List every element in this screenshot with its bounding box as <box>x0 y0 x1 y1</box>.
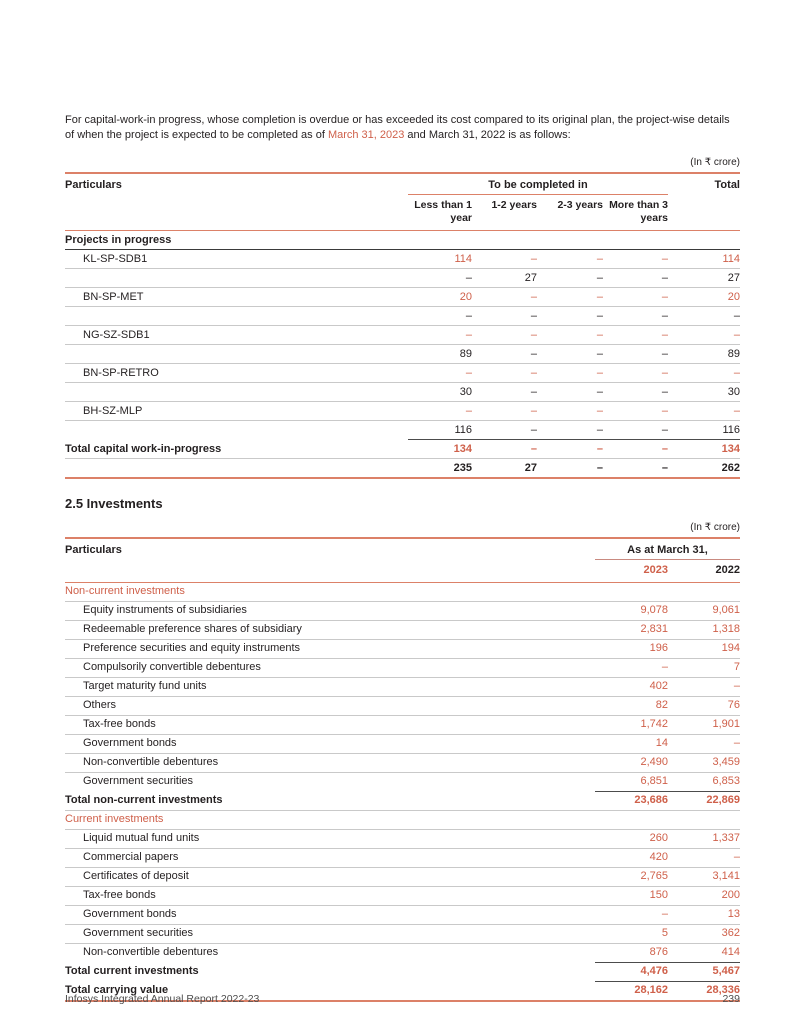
table-row: Non-convertible debentures 2,490 3,459 <box>65 754 740 773</box>
cwip-subcolumns <box>408 195 668 230</box>
inv-total-carrying-row: Total carrying value 28,162 28,336 <box>65 984 740 997</box>
table-row: – 27 – – 27 <box>65 269 740 288</box>
table-row: Government bonds – 13 <box>65 906 740 925</box>
cwip-col-2-3yr: 2-3 years <box>557 199 603 211</box>
table-row: KL-SP-SDB1 114 – – – 114 <box>65 250 740 269</box>
page-content <box>65 0 740 1002</box>
inv-total-noncurrent-row: Total non-current investments 23,686 22,869 <box>65 792 740 811</box>
inv-year-columns <box>595 539 740 582</box>
cwip-table <box>65 172 740 479</box>
table-row: BH-SZ-MLP – – – – – <box>65 402 740 421</box>
cwip-col-1-2yr: 1-2 years <box>491 199 537 211</box>
inv-group-header: As at March 31, <box>595 539 740 560</box>
table-row: Government bonds 14 – <box>65 735 740 754</box>
intro-date-highlight: March 31, 2023 <box>327 129 405 141</box>
cwip-col-particulars: Particulars <box>65 179 122 191</box>
unit-note-investments: (In ₹ crore) <box>690 521 740 533</box>
cwip-table-header <box>65 174 740 231</box>
section-heading-investments: 2.5 Investments <box>65 496 163 511</box>
page-footer <box>65 993 740 1005</box>
table-row: 30 – – – 30 <box>65 383 740 402</box>
table-row: BN-SP-RETRO – – – – – <box>65 364 740 383</box>
intro-text-before: For capital-work-in progress, whose completion is overdue or has exceeded its cost compared to its original plan, the project-wise details of when the project is expected to be completed as of <box>65 114 730 141</box>
table-row: Certificates of deposit 2,765 3,141 <box>65 868 740 887</box>
table-row: Liquid mutual fund units 260 1,337 <box>65 830 740 849</box>
investments-table <box>65 537 740 1002</box>
table-row: Others 82 76 <box>65 697 740 716</box>
cwip-col-less-1yr: Less than 1 year <box>414 199 472 224</box>
cwip-col-total: Total <box>714 179 740 191</box>
table-row: Preference securities and equity instruments 196 194 <box>65 640 740 659</box>
inv-section-current: Current investments <box>65 811 740 830</box>
unit-note-cwip: (In ₹ crore) <box>690 157 740 168</box>
cwip-group-columns <box>408 174 668 230</box>
table-row: Target maturity fund units 402 – <box>65 678 740 697</box>
table-row: Compulsorily convertible debentures – 7 <box>65 659 740 678</box>
inv-col-2022: 2022 <box>715 563 740 576</box>
inv-col-particulars: Particulars <box>65 543 122 556</box>
cwip-total-row: Total capital work-in-progress 134 – – – 134 <box>65 440 740 459</box>
intro-text-after: and March 31, 2022 is as follows: <box>404 129 571 141</box>
table-row: Government securities 6,851 6,853 <box>65 773 740 792</box>
table-row: Commercial papers 420 – <box>65 849 740 868</box>
intro-paragraph <box>65 113 740 143</box>
footer-page-number: 239 <box>722 993 740 1005</box>
cwip-col-more-3yr: More than 3 years <box>609 199 668 224</box>
inv-total-current-row: Total current investments 4,476 5,467 <box>65 963 740 982</box>
table-row: Government securities 5 362 <box>65 925 740 944</box>
inv-section-noncurrent: Non-current investments <box>65 583 740 602</box>
cwip-section-row <box>65 231 740 250</box>
cwip-section-label: Projects in progress <box>65 234 172 246</box>
table-row: Redeemable preference shares of subsidiary 2,831 1,318 <box>65 621 740 640</box>
table-row: 116 – – – 116 <box>65 421 740 440</box>
table-row: Equity instruments of subsidiaries 9,078 9,061 <box>65 602 740 621</box>
table-row: – – – – – <box>65 307 740 326</box>
footer-report-title: Infosys Integrated Annual Report 2022-23 <box>65 993 260 1005</box>
table-row: NG-SZ-SDB1 – – – – – <box>65 326 740 345</box>
table-row: Non-convertible debentures 876 414 <box>65 944 740 963</box>
investments-table-header <box>65 539 740 583</box>
table-row: Tax-free bonds 1,742 1,901 <box>65 716 740 735</box>
table-row: Tax-free bonds 150 200 <box>65 887 740 906</box>
cwip-group-header: To be completed in <box>408 174 668 195</box>
inv-col-2023: 2023 <box>643 563 668 576</box>
table-row: BN-SP-MET 20 – – – 20 <box>65 288 740 307</box>
table-row: 89 – – – 89 <box>65 345 740 364</box>
cwip-total-row-prior-year: 235 27 – – 262 <box>453 462 740 474</box>
